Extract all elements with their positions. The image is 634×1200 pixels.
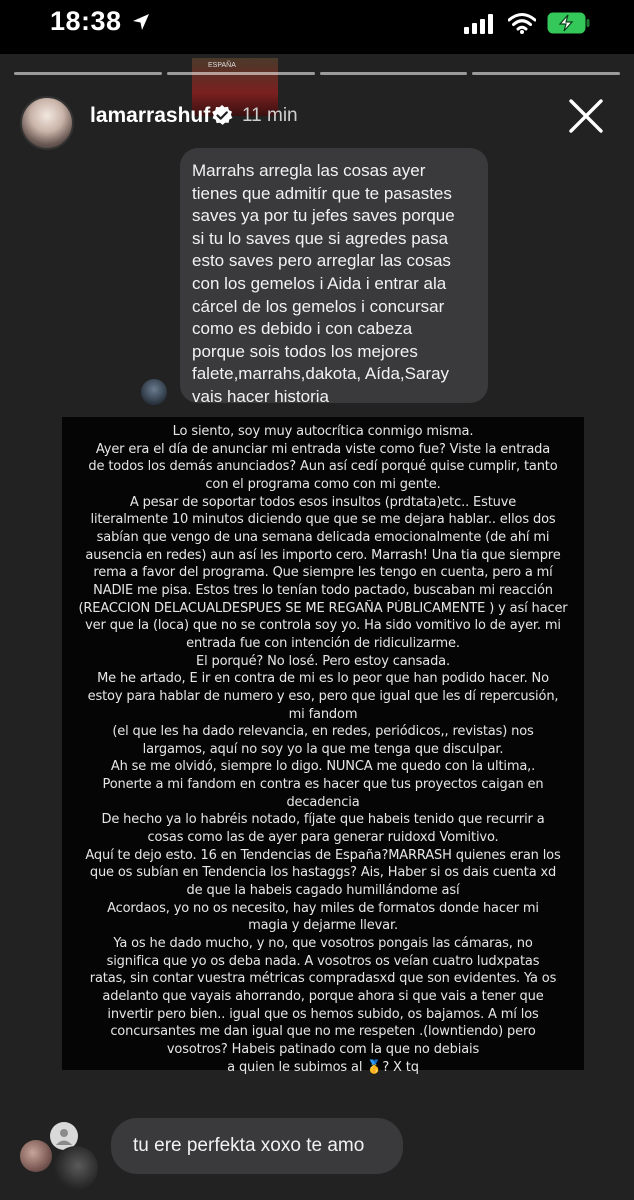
- question-text-line: falete,marrahs,dakota, Aída,Saray: [192, 364, 450, 384]
- statement-text-line: (REACCION DELACUALDESPUES SE ME REGAÑA PÚBLICAMENTE ) y así hacer: [78, 600, 568, 616]
- question-text-line: Marrahs arregla las cosas ayer: [192, 161, 426, 180]
- question-text-line: tienes que admitír que te pasastes: [192, 183, 452, 203]
- question-text-line: saves ya por tu jefes saves porque: [192, 206, 455, 226]
- statement-text-line: Lo siento, soy muy autocrítica conmigo misma.: [172, 424, 474, 439]
- progress-segment: [14, 72, 162, 75]
- profile-username[interactable]: lamarrashuf: [90, 104, 211, 127]
- question-text-line: vais hacer historia: [192, 386, 330, 406]
- statement-text-line: de que la habeis cagado humillándome así: [186, 883, 460, 899]
- question-text-line: si tu lo saves que si agredes pasa: [192, 228, 449, 248]
- statement-text-line: que os subían en Tendencia los hastaggs? Ais, Haber si os dais cuenta xd: [89, 865, 557, 881]
- statement-text-line: A pesar de soportar todos esos insultos (prdtata)etc.. Estuve: [129, 494, 517, 510]
- statement-text-line: invertir pero bien.. igual que os hemos subido, os bajamos. A mí los: [107, 1006, 539, 1022]
- question-text-line: como es debido i con cabeza: [192, 319, 413, 339]
- verified-badge-icon: [210, 104, 234, 133]
- statement-text-line: El porqué? No losé. Pero estoy cansada.: [196, 653, 450, 669]
- battery-charging-icon: [547, 12, 591, 39]
- question-text-line: porque sois todos los mejores: [192, 341, 418, 361]
- statement-text-line: cosas como las de ayer para generar ruidoxd Vomitivo.: [147, 830, 499, 846]
- location-arrow-icon: [132, 13, 150, 36]
- statement-text-line: con el programa como con mi gente.: [205, 476, 441, 492]
- story-viewer[interactable]: [0, 54, 634, 1200]
- statement-text-line: de todos los demás anunciados? Aun así cedí porqué quise cumplir, tanto: [88, 459, 558, 475]
- statement-text-line: Acordaos, yo no os necesito, hay miles de formatos donde hacer mi: [107, 900, 539, 916]
- statement-text-line: mi fandom: [288, 706, 358, 722]
- wifi-icon: [508, 12, 536, 39]
- statement-text-line: ver que la (loca) que no se controla soy yo. Ha sido vomitivo lo de ayer. mi: [85, 618, 561, 634]
- statement-text-line: Ya os he dado mucho, y no, que vosotros pongais las cámaras, no: [113, 936, 533, 952]
- statement-text-line: entrada fue con intención de ridiculizarme.: [186, 635, 460, 651]
- statement-text-line: Ayer era el día de anunciar mi entrada viste como fue? Viste la entrada: [95, 441, 551, 457]
- statement-text-line: literalmente 10 minutos diciendo que que se me dejara hablar.. ellos dos: [90, 512, 556, 528]
- statement-text-line: largamos, aquí no soy yo la que me tenga que disculpar.: [142, 741, 504, 757]
- story-header: [20, 90, 620, 146]
- statement-text-line: rema a favor del programa. Que siempre les tengo en cuenta, pero a mí: [93, 565, 553, 581]
- signal-icon: [464, 14, 496, 39]
- question-text-line: con los gemelos i Aida i entrar ala: [192, 273, 447, 293]
- statement-text-line: ausencia en redes) aun así les importo cero. Marrash! Una tia que siempre: [85, 547, 561, 563]
- statement-text-line: De hecho ya lo habréis notado, fíjate que habeis tenido que recurrir a: [101, 812, 545, 828]
- progress-segment: [167, 72, 315, 75]
- question-text-line: esto saves pero arreglar las cosas: [192, 251, 451, 271]
- progress-segment: [472, 72, 620, 75]
- statement-image: [62, 417, 584, 1075]
- story-progress-bar: [14, 72, 620, 75]
- thumbnail-label: ESPAÑA: [208, 62, 236, 69]
- viewer-avatar: [54, 1146, 98, 1190]
- reply-avatars: [20, 1122, 100, 1188]
- status-time: 18:38: [50, 6, 122, 36]
- statement-text-line: sabían que vengo de una semana delicada emocionalmente (de ahí mi: [96, 529, 550, 545]
- statement-text-line: Aquí te dejo esto. 16 en Tendencias de España?MARRASH quienes eran los: [85, 847, 561, 863]
- statement-text-line: (el que les ha dado relevancia, en redes, periódicos,, revistas) nos: [112, 724, 534, 740]
- statement-text-line: ratas, sin contar vuestra métricas compradasxd que son evidentes. Ya os: [89, 971, 557, 987]
- statement-text-line: concursantes me dan igual que no me respeten .(lowntiendo) pero: [110, 1024, 536, 1040]
- statement-text-line: NADIE me pisa. Estos tres lo tenían todo pactado, buscaban mi reacción: [93, 582, 553, 598]
- progress-segment: [320, 72, 468, 75]
- statement-text-line: Ponerte a mi fandom en contra es hacer que tus proyectos caigan en: [102, 777, 544, 793]
- statement-text-line: vosotros? Habeis patinado com la que no debiais: [166, 1041, 480, 1057]
- question-sticker: [180, 148, 488, 406]
- viewer-avatar: [20, 1140, 52, 1172]
- statement-text-line: a quien le subimos al 🥇? X tq: [227, 1059, 419, 1075]
- statement-text-line: adelanto que vayais ahorrando, porque ahora si que vais a tener que: [102, 989, 544, 1004]
- statement-text-line: Me he artado, E ir en contra de mi es lo peor que han podido hacer. No: [97, 671, 549, 687]
- close-icon[interactable]: [566, 96, 606, 136]
- profile-avatar[interactable]: [20, 96, 74, 150]
- reply-bubble: [111, 1118, 403, 1174]
- statement-text-line: magia y dejarme llevar.: [248, 918, 398, 934]
- statement-text-line: estoy para hablar de numero y eso, pero que igual que les dí repercusión,: [87, 688, 559, 704]
- status-bar: [0, 0, 634, 54]
- reply-text: tu ere perfekta xoxo te amo: [133, 1135, 365, 1156]
- statement-text-line: significa que yo os deba nada. A vosotros os veían cuatro ludxpatas: [106, 953, 540, 969]
- statement-text-line: decadencia: [286, 794, 360, 810]
- question-sender-avatar: [141, 379, 167, 405]
- statement-text-line: Ah se me olvidó, siempre lo digo. NUNCA me quedo con la ultima,.: [110, 759, 536, 775]
- story-timestamp: 11 min: [242, 105, 298, 126]
- question-text-line: cárcel de los gemelos i concursar: [192, 296, 445, 316]
